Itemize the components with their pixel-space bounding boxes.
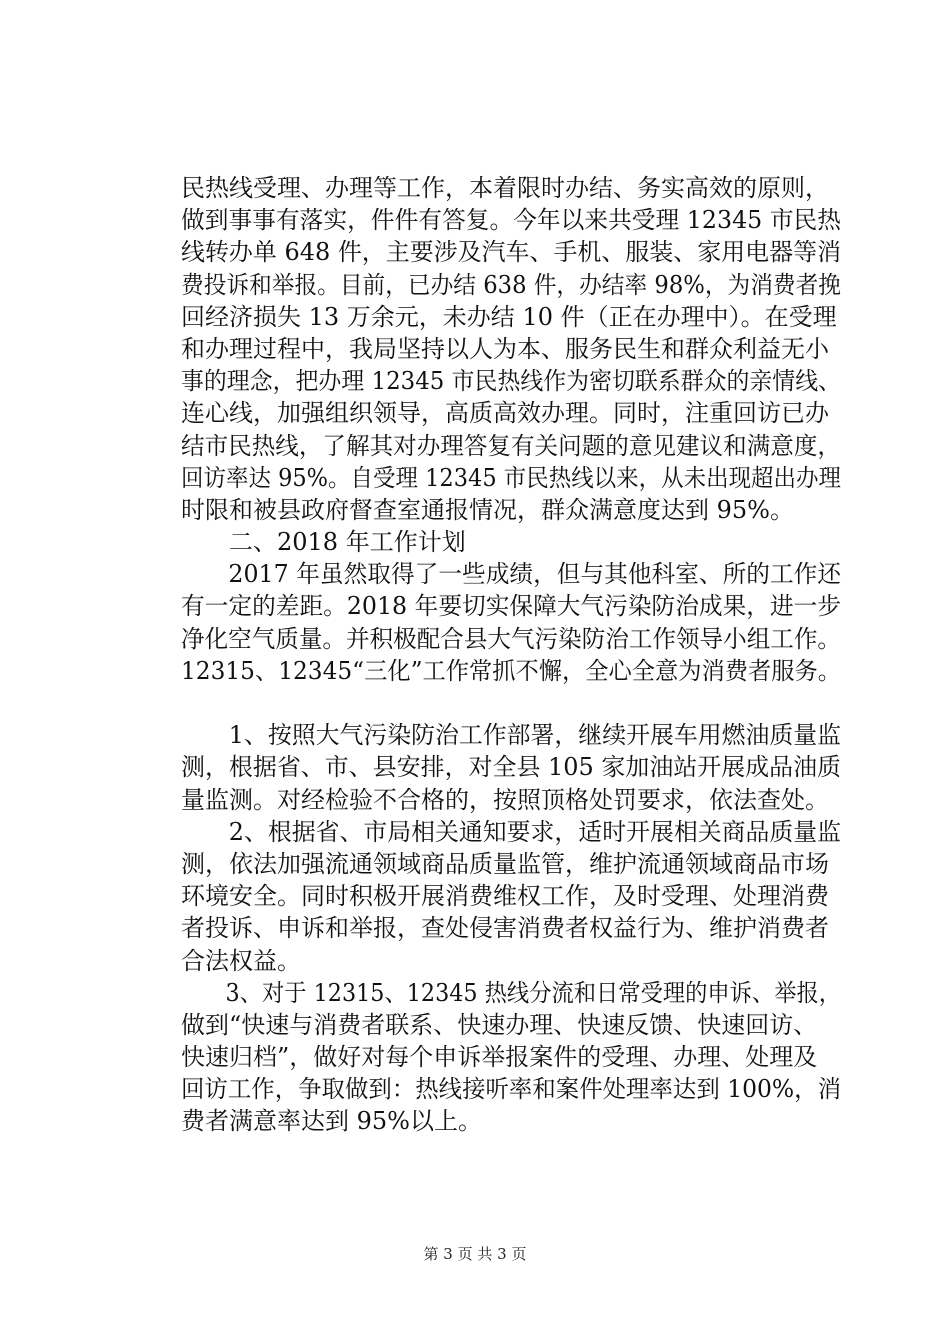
text-line: 者投诉、申诉和举报，查处侵害消费者权益行为、维护消费者	[181, 914, 829, 943]
text-line: 二、2018 年工作计划	[229, 528, 466, 557]
text-line: 12315、12345“三化”工作常抓不懈，全心全意为消费者服务。	[181, 656, 841, 685]
text-line: 回经济损失 13 万余元，未办结 10 件（正在办理中）。在受理	[181, 302, 837, 331]
text-line: 回访率达 95%。自受理 12345 市民热线以来，从未出现超出办理	[181, 463, 841, 492]
text-line: 2、根据省、市局相关通知要求，适时开展相关商品质量监	[228, 817, 842, 846]
text-line: 和办理过程中，我局坚持以人为本、服务民生和群众利益无小	[181, 334, 829, 363]
blank-line	[181, 687, 841, 719]
text-line: 合法权益。	[181, 946, 301, 975]
document-body	[181, 172, 841, 1138]
text-line: 做到事事有落实，件件有答复。今年以来共受理 12345 市民热	[181, 206, 841, 235]
text-line: 费投诉和举报。目前，已办结 638 件，办结率 98%，为消费者挽	[181, 270, 842, 299]
text-line: 净化空气质量。并积极配合县大气污染防治工作领导小组工作。	[181, 624, 841, 653]
text-line: 结市民热线，了解其对办理答复有关问题的意见建议和满意度，	[181, 431, 841, 460]
page-footer: 第 3 页 共 3 页	[423, 1245, 527, 1263]
text-line: 快速归档”，做好对每个申诉举报案件的受理、办理、处理及	[181, 1043, 818, 1072]
text-line: 做到“快速与消费者联系、快速办理、快速反馈、快速回访、	[181, 1010, 818, 1039]
text-line: 测，依法加强流通领域商品质量监管，维护流通领域商品市场	[181, 849, 829, 878]
text-line: 有一定的差距。2018 年要切实保障大气污染防治成果，进一步	[181, 592, 842, 621]
text-line: 线转办单 648 件，主要涉及汽车、手机、服装、家用电器等消	[181, 238, 842, 267]
text-line: 1、按照大气污染防治工作部署，继续开展车用燃油质量监	[228, 721, 842, 750]
text-line: 民热线受理、办理等工作，本着限时办结、务实高效的原则，	[181, 174, 829, 202]
text-line: 3、对于 12315、12345 热线分流和日常受理的申诉、举报，	[225, 978, 842, 1007]
text-line: 事的理念，把办理 12345 市民热线作为密切联系群众的亲情线、	[181, 367, 842, 396]
text-line: 时限和被县政府督查室通报情况，群众满意度达到 95%。	[181, 495, 794, 524]
text-line: 环境安全。同时积极开展消费维权工作，及时受理、处理消费	[181, 882, 829, 911]
text-line: 费者满意率达到 95%以上。	[181, 1107, 482, 1136]
text-line: 连心线，加强组织领导，高质高效办理。同时，注重回访已办	[181, 399, 829, 428]
text-line: 量监测。对经检验不合格的，按照顶格处罚要求，依法查处。	[181, 785, 829, 814]
text-line: 2017 年虽然取得了一些成绩，但与其他科室、所的工作还	[228, 560, 842, 589]
text-line: 回访工作，争取做到：热线接听率和案件处理率达到 100%，消	[181, 1075, 842, 1104]
text-line: 测，根据省、市、县安排，对全县 105 家加油站开展成品油质	[181, 753, 842, 782]
